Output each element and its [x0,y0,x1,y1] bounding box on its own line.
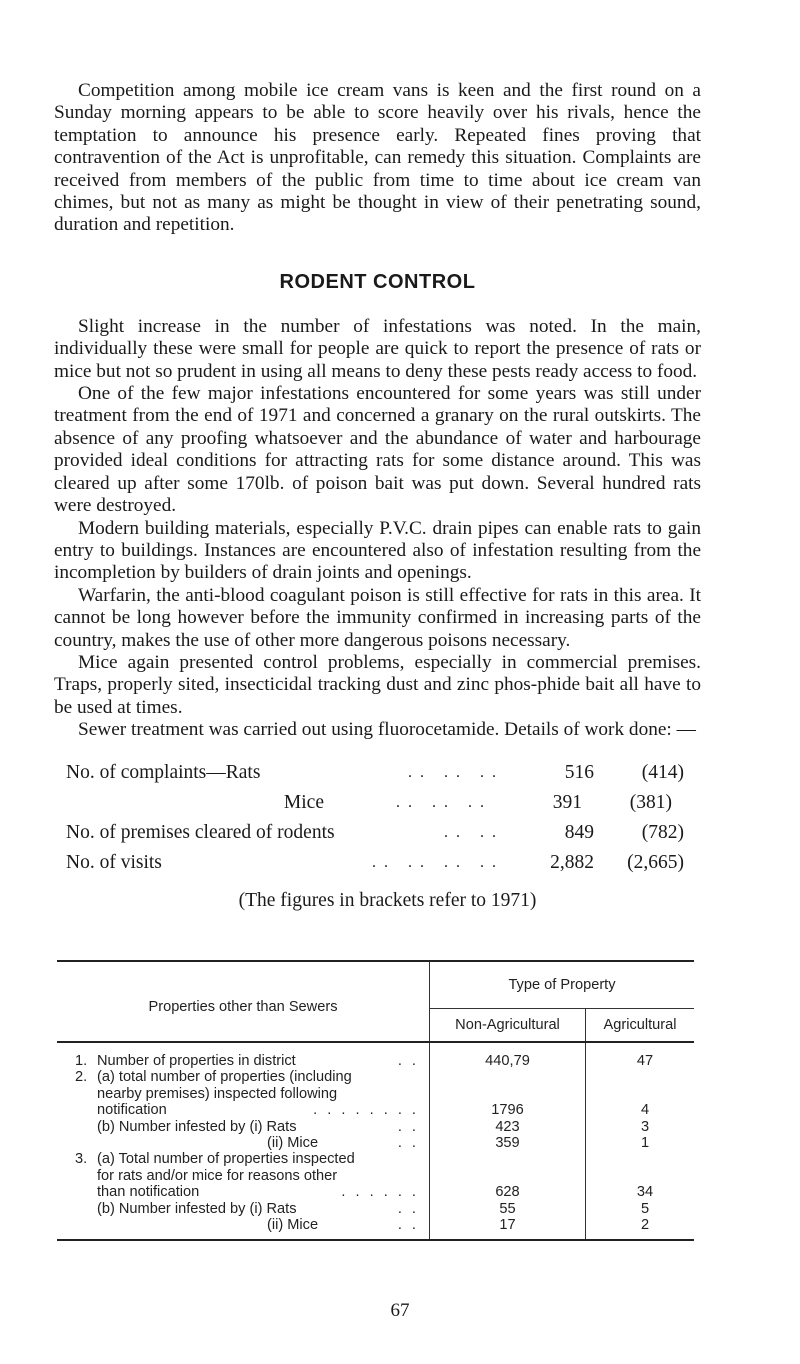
row-label [57,1201,430,1217]
paragraph-mice: Mice again presented control problems, especially in commercial premises. Traps, properly sited, insecticidal tracking dust and zinc phos-phide bait all have to be used at times. [54,651,701,718]
table-left-header: Properties other than Sewers [57,961,430,1042]
detail-value: 391 [552,791,582,813]
row-label [57,1217,430,1240]
cell-agricultural: 1 [640,1135,650,1152]
row-number: 1. [75,1053,88,1069]
row-number: 3. [75,1151,88,1168]
section-heading: RODENT CONTROL [279,270,476,293]
cell-agricultural: 3 [640,1118,650,1135]
row-number: 2. [75,1069,88,1086]
detail-previous-value: (381) [629,791,672,813]
row-text-line [75,1217,429,1233]
row-text-line: for rats and/or mice for reasons other [97,1167,338,1184]
cell-agricultural: 4 [640,1102,650,1119]
cell-non-agricultural: 359 [430,1135,586,1151]
row-text: (ii) Mice [267,1217,319,1234]
row-label [57,1151,430,1200]
detail-row [54,818,701,848]
leader-dots: . . [397,1200,419,1217]
row-text-end: than notification [97,1184,200,1201]
table-row [57,1217,694,1240]
row-text-line [75,1102,429,1118]
row-text-line [75,1201,429,1217]
leader-dots: . . . . . . . . [313,1102,419,1119]
leader-dots: . . . . . . [396,793,486,811]
leader-dots: . . . . [444,823,498,841]
detail-value: 516 [564,761,594,783]
cell-non-agricultural: 628 [430,1151,586,1200]
paragraph-sewer-treatment: Sewer treatment was carried out using fluorocetamide. Details of work done: — [78,719,696,741]
cell-agricultural: 2 [640,1217,650,1234]
row-text-line [75,1119,429,1135]
row-label [57,1042,430,1069]
details-note: (The figures in brackets refer to 1971) [238,889,537,911]
row-text: (b) Number infested by (i) Rats [97,1118,297,1135]
row-text-line: (a) Total number of properties inspected [97,1151,355,1168]
intro-paragraph: Competition among mobile ice cream vans is keen and the first round on a Sunday morning appears to be able to score heavily over his rivals, hence the temptation to announce his presence early. Repeated fines proving that contravention of the Act is unprofitable, can remedy this situation. Complaints are received from members of the public from time to time about ice cream van chimes, but not as many as might be thought in view of their penetrating sound, duration and repetition. [54,80,701,236]
detail-label: No. of visits [66,851,162,873]
cell-non-agricultural: 440,79 [430,1042,586,1069]
detail-value: 849 [564,821,594,843]
cell-agricultural: 34 [636,1184,654,1201]
cell-agricultural: 47 [636,1053,654,1069]
properties-table [57,960,694,1241]
page-number: 67 [390,1300,410,1321]
table-row [57,1042,694,1069]
table-row [57,1069,694,1118]
column-header-agricultural: Agricultural [586,1009,695,1043]
row-text: (b) Number infested by (i) Rats [97,1200,297,1217]
leader-dots: . . [397,1053,419,1069]
detail-label: No. of complaints—Rats [66,761,261,783]
table-row [57,1119,694,1135]
row-text-line [75,1184,429,1200]
paragraph-building-materials: Modern building materials, especially P.V.C. drain pipes can enable rats to gain entry to buildings. Instances are encountered also of infestation resulting from the incompletion by builders of drain joints and openings. [54,517,701,584]
table-group-header: Type of Property [430,961,695,1009]
table-row [57,1201,694,1217]
detail-label: Mice [283,791,324,813]
leader-dots: . . . . . . [341,1184,419,1201]
paragraph-granary: One of the few major infestations encountered for some years was still under treatment from the end of 1971 and concerned a granary on the rural outskirts. The absence of any proofing whatsoever and the abundance of water and harbourage provided ideal conditions for attracting rats for some distance around. This was cleared up after some 170lb. of poison bait was put down. Several hundred rats were destroyed. [54,383,701,517]
cell-non-agricultural: 1796 [430,1069,586,1118]
row-text-line [75,1135,429,1151]
table-row [57,1135,694,1151]
detail-label: No. of premises cleared of rodents [66,821,335,843]
row-label [57,1069,430,1118]
paragraph-warfarin: Warfarin, the anti-blood coagulant poison is still effective for rats in this area. It cannot be long however before the immunity confirmed in increasing parts of the country, makes the use of other more dangerous poisons necessary. [54,584,701,651]
leader-dots: . . . . . . [408,763,498,781]
detail-row [54,788,701,818]
cell-non-agricultural: 17 [430,1217,586,1240]
leader-dots: . . [397,1217,419,1234]
detail-value: 2,882 [550,851,594,873]
detail-row [54,848,701,878]
detail-previous-value: (2,665) [627,851,684,873]
detail-row [54,758,701,788]
detail-previous-value: (782) [641,821,684,843]
detail-previous-value: (414) [641,761,684,783]
table-row [57,1151,694,1200]
leader-dots: . . . . . . . . [372,853,498,871]
page-content [54,80,701,912]
row-text: (ii) Mice [267,1135,319,1152]
work-details-list [54,758,701,878]
leader-dots: . . [397,1118,419,1135]
row-text-end: notification [97,1102,167,1119]
cell-non-agricultural: 55 [430,1201,586,1217]
leader-dots: . . [397,1135,419,1152]
paragraph-infestations: Slight increase in the number of infestations was noted. In the main, individually these were small for people are quick to report the presence of rats or mice but not so prudent in using all means to deny these pests ready access to food. [54,315,701,382]
row-label [57,1135,430,1151]
column-header-non-agricultural: Non-Agricultural [430,1009,586,1043]
row-text-line: nearby premises) inspected following [97,1085,338,1102]
row-text-line: (a) total number of properties (including [97,1069,352,1086]
row-label [57,1119,430,1135]
row-text: Number of properties in district [97,1053,296,1069]
cell-agricultural: 5 [640,1200,650,1217]
cell-non-agricultural: 423 [430,1119,586,1135]
